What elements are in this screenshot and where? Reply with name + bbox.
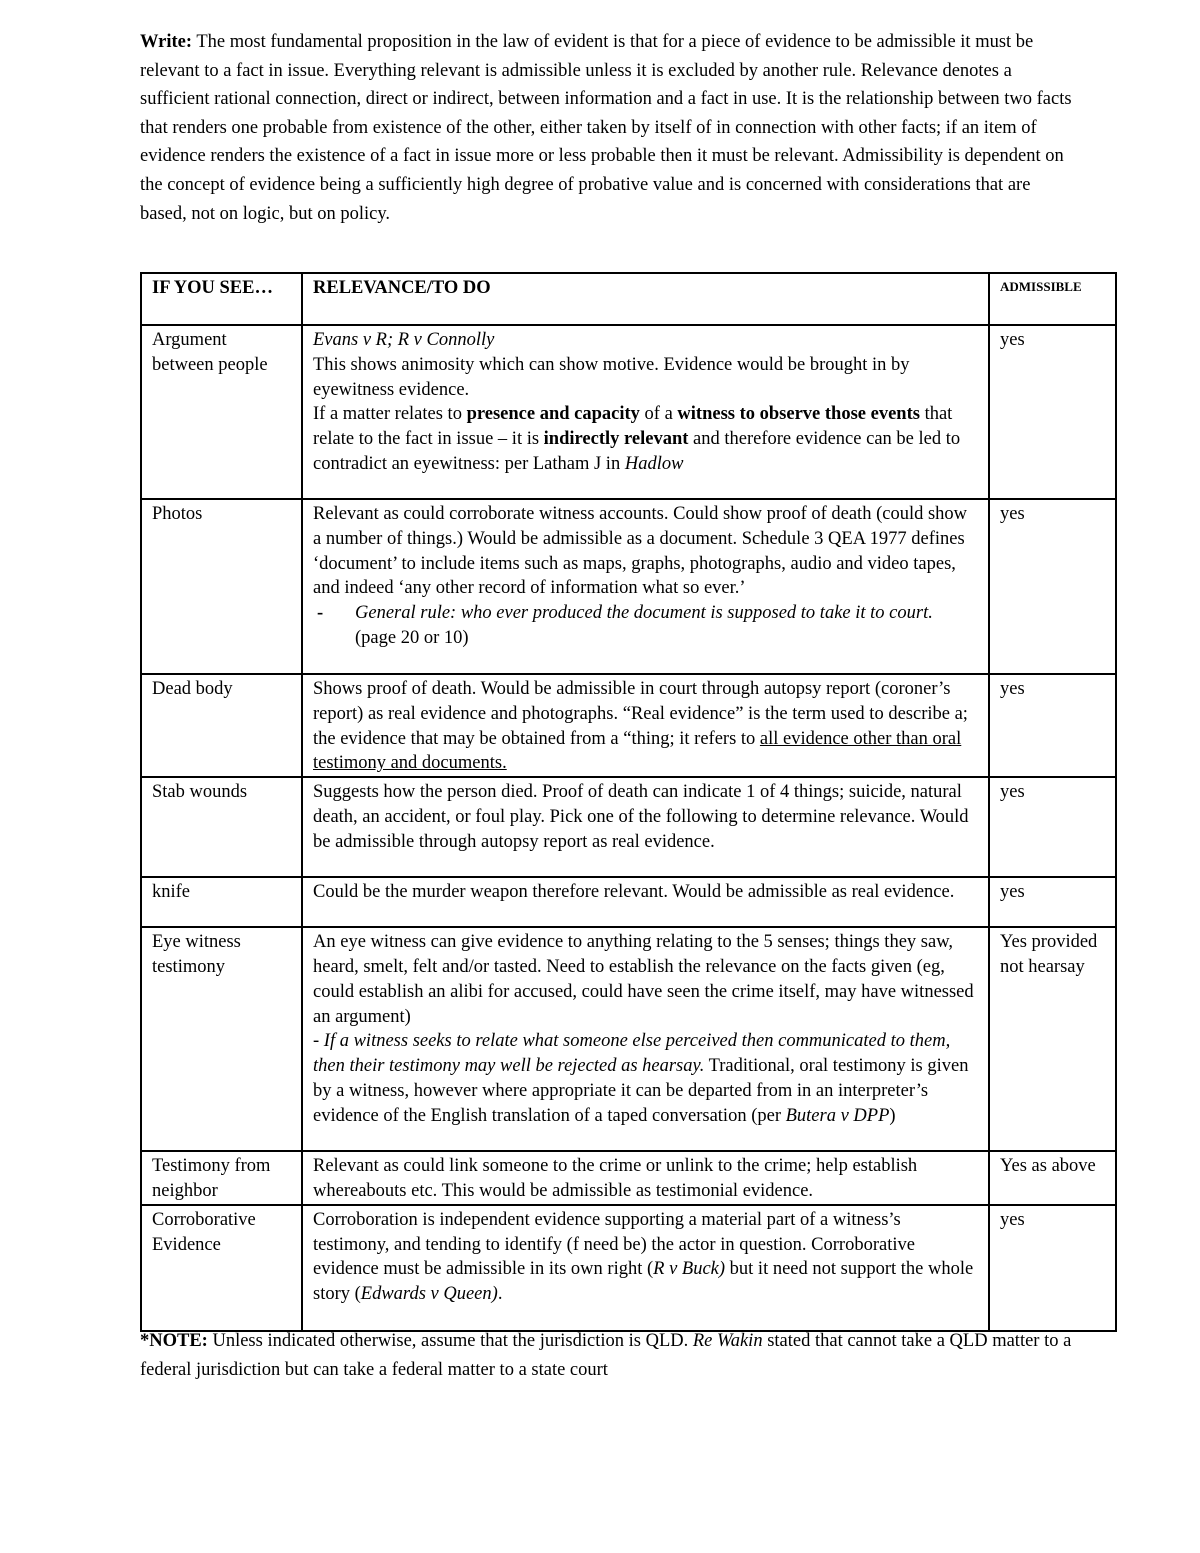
italic-run: General rule: who ever produced the document is supposed to take it to court. (355, 603, 933, 624)
evidence-table (140, 272, 1117, 1332)
case-citation: R v Buck) (653, 1259, 726, 1280)
underlined-run: all evidence other than oral testimony and documents. (313, 728, 962, 774)
text-run: Traditional, oral testimony is given by a witness, however where appropriate it can be departed from in an interpreter’s evidence of the English translation of a taped conversation (per (313, 1056, 969, 1126)
intro-text: The most fundamental proposition in the law of evident is that for a piece of evidence to be admissible it must be relevant to a fact in issue. Everything relevant is admissible unless it is excluded by another rule. Relevance denotes a sufficient rational connection, direct or indirect, between information and a fact in use. It is the relationship between two facts that renders one probable from existence of the other, either taken by itself of in connection with other facts; if an item of evidence renders the existence of a fact in issue more or less probable then it must be relevant. Admissibility is dependent on the concept of evidence being a sufficiently high degree of probative value and is concerned with considerations that are based, not on logic, but on policy. (140, 32, 1072, 224)
admissible-cell: yes (989, 777, 1116, 877)
case-citation: Re Wakin (692, 1331, 763, 1351)
case-citation: Evans v R; R v Connolly (313, 330, 495, 350)
list-item (317, 601, 978, 651)
text-run: Shows proof of death. Would be admissible in court through autopsy report (coroner’s report) as real evidence and photographs. “Real evidence” is the term used to describe a; the evidence that may be obtained from a “thing; it refers to (313, 679, 968, 749)
footnote (140, 1327, 1100, 1384)
admissible-cell: yes (989, 1205, 1116, 1331)
relevance-text: This shows animosity which can show motive. Evidence would be brought in by eyewitness evidence. (313, 354, 910, 400)
note-label: *NOTE: (140, 1331, 208, 1351)
table-header-row (141, 273, 1116, 325)
intro-paragraph (140, 28, 1080, 228)
header-admissible: ADMISSIBLE (989, 273, 1116, 325)
case-citation: Edwards v Queen) (360, 1284, 498, 1305)
text-run: that relate to the fact in issue – it is (313, 404, 953, 450)
table-row (141, 325, 1116, 499)
relevance-cell: Relevant as could link someone to the crime or unlink to the crime; help establish whereabouts etc. This would be admissible as testimonial evidence. (302, 1151, 989, 1205)
admissible-cell: yes (989, 877, 1116, 927)
admissible-cell: Yes as above (989, 1151, 1116, 1205)
see-cell: Dead body (141, 674, 302, 777)
header-relevance: RELEVANCE/TO DO (302, 273, 989, 325)
table-row (141, 877, 1116, 927)
intro-lead: Write: (140, 32, 193, 52)
table-row (141, 1205, 1116, 1331)
table-row (141, 499, 1116, 674)
text-run: and therefore evidence can be led to contradict an eyewitness: per Latham J in (313, 429, 961, 474)
table-row (141, 927, 1116, 1151)
admissible-cell: Yes provided not hearsay (989, 927, 1116, 1151)
case-citation: Hadlow (624, 453, 684, 474)
see-cell: knife (141, 877, 302, 927)
italic-run: - If a witness seeks to relate what someone else perceived then communicated to them, then their testimony may well be rejected as hearsay. (313, 1031, 951, 1077)
admissible-cell: yes (989, 325, 1116, 499)
admissible-cell: yes (989, 674, 1116, 777)
dash-list (313, 601, 978, 651)
text-run: If a matter relates to (313, 404, 467, 425)
table-row (141, 674, 1116, 777)
text-run: ) (889, 1105, 896, 1126)
text-run: (page 20 or 10) (355, 627, 469, 648)
see-cell: Argument between people (141, 325, 302, 499)
relevance-cell: Could be the murder weapon therefore relevant. Would be admissible as real evidence. (302, 877, 989, 927)
see-cell: Testimony from neighbor (141, 1151, 302, 1205)
case-citation: Butera v DPP (785, 1105, 890, 1126)
see-cell: Stab wounds (141, 777, 302, 877)
relevance-text-2 (313, 402, 978, 476)
see-cell: Corroborative Evidence (141, 1205, 302, 1331)
bold-run: indirectly relevant (543, 429, 689, 450)
table-row (141, 777, 1116, 877)
see-cell: Photos (141, 499, 302, 674)
dash-bullet: - (317, 603, 324, 624)
bold-run: presence and capacity (466, 404, 640, 425)
relevance-cell (302, 674, 989, 777)
note-text: Unless indicated otherwise, assume that the jurisdiction is QLD. (207, 1331, 693, 1351)
relevance-cell: Suggests how the person died. Proof of death can indicate 1 of 4 things; suicide, natural death, an accident, or foul play. Pick one of the following to determine relevance. Would be admissible through autopsy report as real evidence. (302, 777, 989, 877)
text-run: Corroboration is independent evidence supporting a material part of a witness’s testimony, and tending to identify (f need be) the actor in question. Corroborative evidence must be admissible in its own right ( (313, 1209, 915, 1280)
relevance-text-2 (313, 1029, 978, 1128)
relevance-cell (302, 1205, 989, 1331)
bold-run: witness to observe those events (677, 404, 920, 425)
relevance-cell (302, 499, 989, 674)
note-text: stated that cannot take a QLD matter to a federal jurisdiction but can take a federal matter to a state court (140, 1331, 1072, 1380)
text-run: . (497, 1284, 503, 1305)
relevance-text: Relevant as could corroborate witness accounts. Could show proof of death (could show a number of things.) Would be admissible as a document. Schedule 3 QEA 1977 defines ‘document’ to include items such as maps, graphs, photographs, audio and video tapes, and indeed ‘any other record of information what so ever.’ (313, 504, 968, 599)
header-if-you-see: IF YOU SEE… (141, 273, 302, 325)
relevance-text: An eye witness can give evidence to anything relating to the 5 senses; things they saw, heard, smelt, felt and/or tasted. Need to establish the relevance on the facts given (eg, could establish an alibi for accused, could have seen the crime itself, may have witnessed an argument) (313, 932, 974, 1027)
admissible-cell: yes (989, 499, 1116, 674)
text-run: but it need not support the whole story ( (313, 1259, 974, 1305)
relevance-cell (302, 325, 989, 499)
see-cell: Eye witness testimony (141, 927, 302, 1151)
table-row (141, 1151, 1116, 1205)
text-run: of a (639, 404, 678, 425)
relevance-cell (302, 927, 989, 1151)
